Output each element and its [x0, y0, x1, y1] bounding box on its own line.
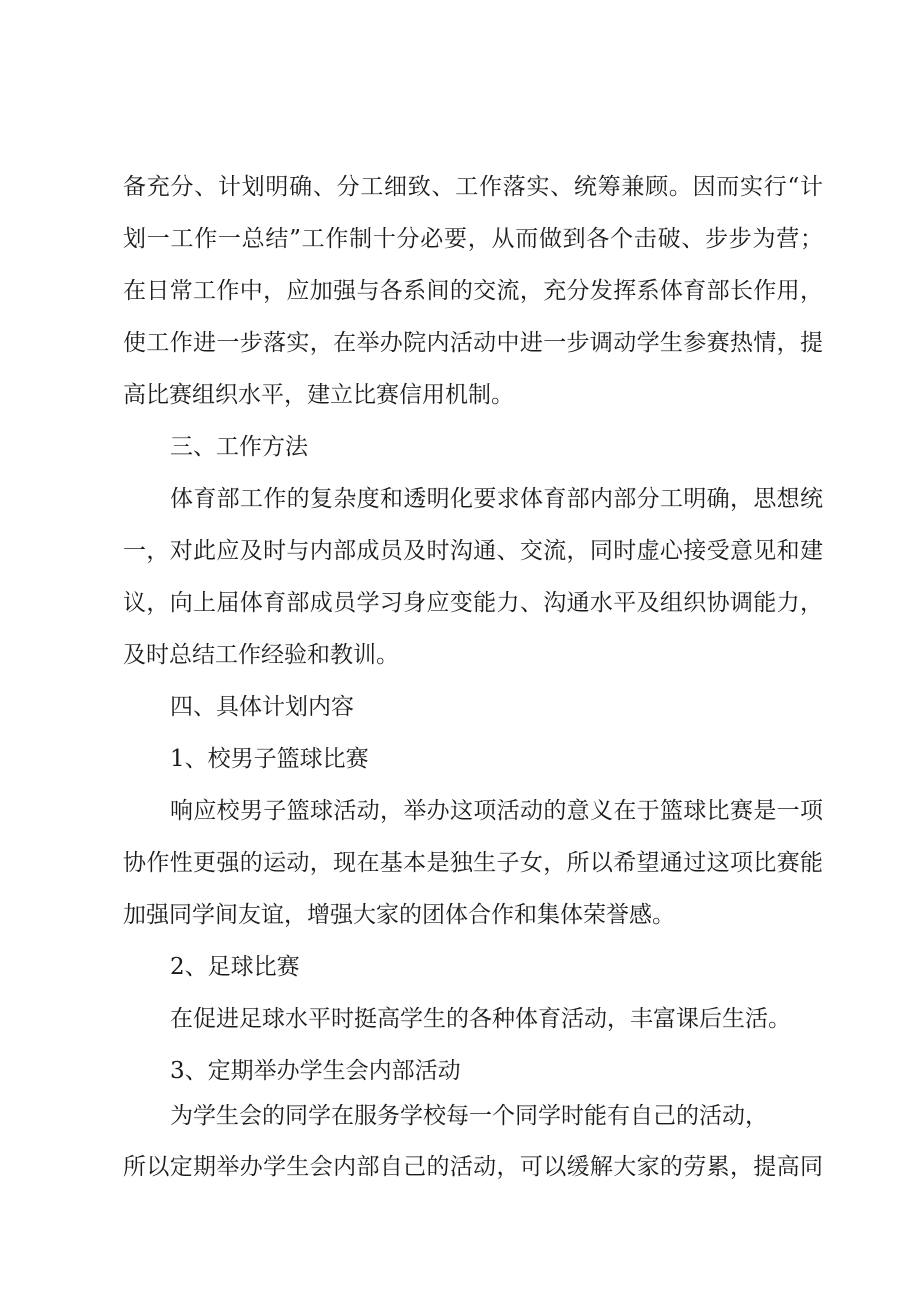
- paragraph-line: 议，向上届体育部成员学习身应变能力、沟通水平及组织协调能力，: [123, 590, 823, 616]
- subsection-heading: 1、校男子篮球比赛: [170, 746, 369, 772]
- section-heading: 三、工作方法: [170, 434, 308, 460]
- subsection-heading: 2、足球比赛: [170, 954, 300, 980]
- subsection-heading: 3、定期举办学生会内部活动: [170, 1058, 461, 1084]
- paragraph-line: 及时总结工作经验和教训。: [123, 642, 399, 668]
- paragraph-line: 在日常工作中，应加强与各系间的交流，充分发挥系体育部长作用，: [123, 278, 823, 304]
- paragraph-line: 高比赛组织水平，建立比赛信用机制。: [123, 382, 514, 408]
- paragraph-line: 响应校男子篮球活动，举办这项活动的意义在于篮球比赛是一项: [170, 798, 823, 824]
- paragraph-line: 在促进足球水平时挺高学生的各种体育活动，丰富课后生活。: [170, 1006, 791, 1032]
- paragraph-line: 使工作进一步落实，在举办院内活动中进一步调动学生参赛热情，提: [123, 330, 823, 356]
- section-heading: 四、具体计划内容: [170, 694, 354, 720]
- paragraph-line: 加强同学间友谊，增强大家的团体合作和集体荣誉感。: [123, 902, 675, 928]
- paragraph-line: 体育部工作的复杂度和透明化要求体育部内部分工明确，思想统: [170, 486, 823, 512]
- paragraph-line: 备充分、计划明确、分工细致、工作落实、统筹兼顾。因而实行“计: [123, 174, 823, 200]
- paragraph-line: 协作性更强的运动，现在基本是独生子女，所以希望通过这项比赛能: [123, 850, 823, 876]
- paragraph-line: 所以定期举办学生会内部自己的活动，可以缓解大家的劳累，提高同: [123, 1154, 823, 1180]
- paragraph-line: 划一工作一总结”工作制十分必要，从而做到各个击破、步步为营；: [123, 226, 823, 252]
- paragraph-line: 一，对此应及时与内部成员及时沟通、交流，同时虚心接受意见和建: [123, 538, 823, 564]
- paragraph-line: 为学生会的同学在服务学校每一个同学时能有自己的活动，: [170, 1103, 768, 1129]
